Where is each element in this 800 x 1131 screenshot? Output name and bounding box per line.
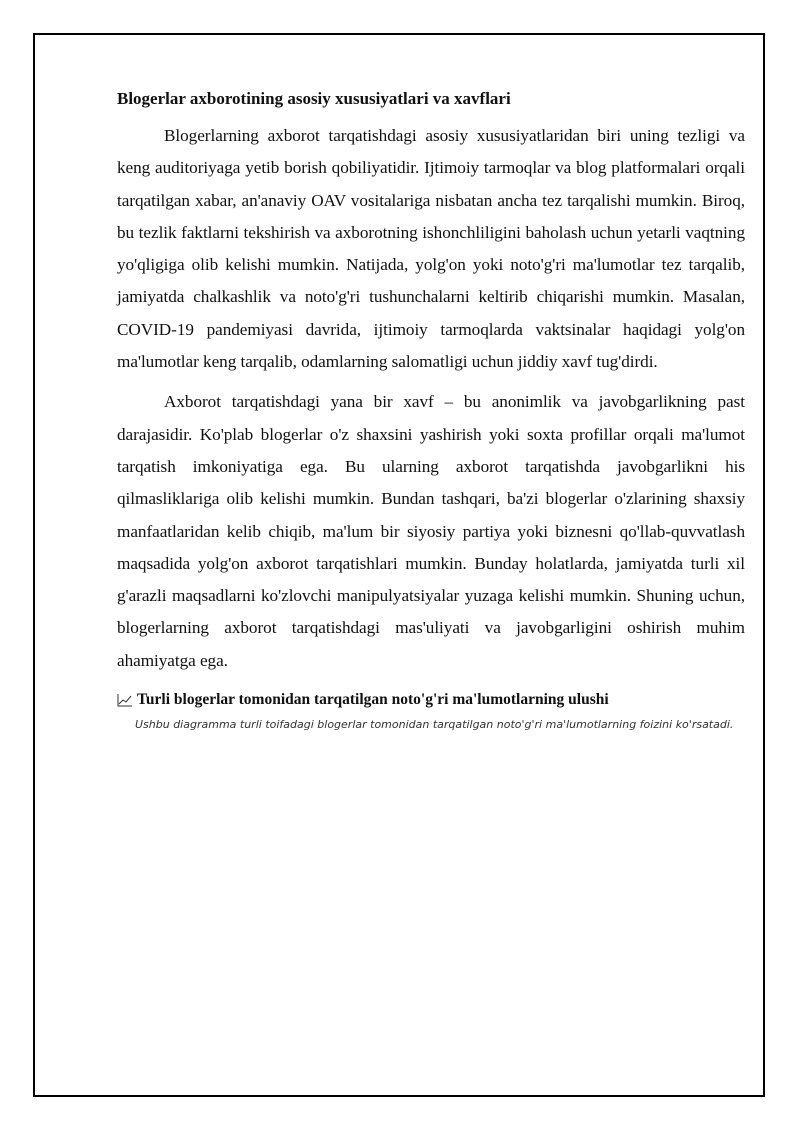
figure-title: [117, 689, 745, 711]
line-chart-icon: [117, 693, 133, 707]
page-frame: [33, 33, 765, 1097]
section-heading: Blogerlar axborotining asosiy xususiyatlari va xavflari: [117, 89, 511, 108]
paragraph-2: Axborot tarqatishdagi yana bir xavf – bu anonimlik va javobgarlikning past darajasidir. Ko'plab blogerlar o'z shaxsini yashirish yoki soxta profillar orqali ma'lumot tarqatish imkoniyatiga ega. Bu ularning axborot tarqatishda javobgarlikni his qilmasliklariga olib kelishi mumkin. Bundan tashqari, ba'zi blogerlar o'zlarining shaxsiy manfaatlaridan kelib chiqib, ma'lum bir siyosiy partiya yoki biznesni qo'llab-quvvatlash maqsadida yolg'on axborot tarqatishlari mumkin. Bunday holatlarda, jamiyatda turli xil g'arazli maqsadlarni ko'zlovchi manipulyatsiyalar yuzaga kelishi mumkin. Shuning uchun, blogerlarning axborot tarqatishdagi mas'uliyati va javobgarligini oshirish muhim ahamiyatga ega.: [117, 392, 745, 670]
paragraph-1: Blogerlarning axborot tarqatishdagi asosiy xususiyatlaridan biri uning tezligi va keng auditoriyaga yetib borish qobiliyatidir. Ijtimoiy tarmoqlar va blog platformalari orqali tarqatilgan xabar, an'anaviy OAV vositalariga nisbatan ancha tez tarqalishi mumkin. Biroq, bu tezlik faktlarni tekshirish va axborotning ishonchliligini baholash uchun yetarli vaqtning yo'qligiga olib kelishi mumkin. Natijada, yolg'on yoki noto'g'ri ma'lumotlar tez tarqalib, jamiyatda chalkashlik va noto'g'ri tushunchalarni keltirib chiqarishi mumkin. Masalan, COVID-19 pandemiyasi davrida, ijtimoiy tarmoqlarda vaktsinalar haqidagi yolg'on ma'lumotlar keng tarqalib, odamlarning salomatligi uchun jiddiy xavf tug'dirdi.: [117, 126, 745, 372]
document-body: [117, 87, 745, 733]
figure-title-text: Turli blogerlar tomonidan tarqatilgan noto'g'ri ma'lumotlarning ulushi: [137, 691, 609, 709]
figure-caption: Ushbu diagramma turli toifadagi blogerlar tomonidan tarqatilgan noto'g'ri ma'lumotlarning foizini ko'rsatadi.: [135, 718, 734, 732]
